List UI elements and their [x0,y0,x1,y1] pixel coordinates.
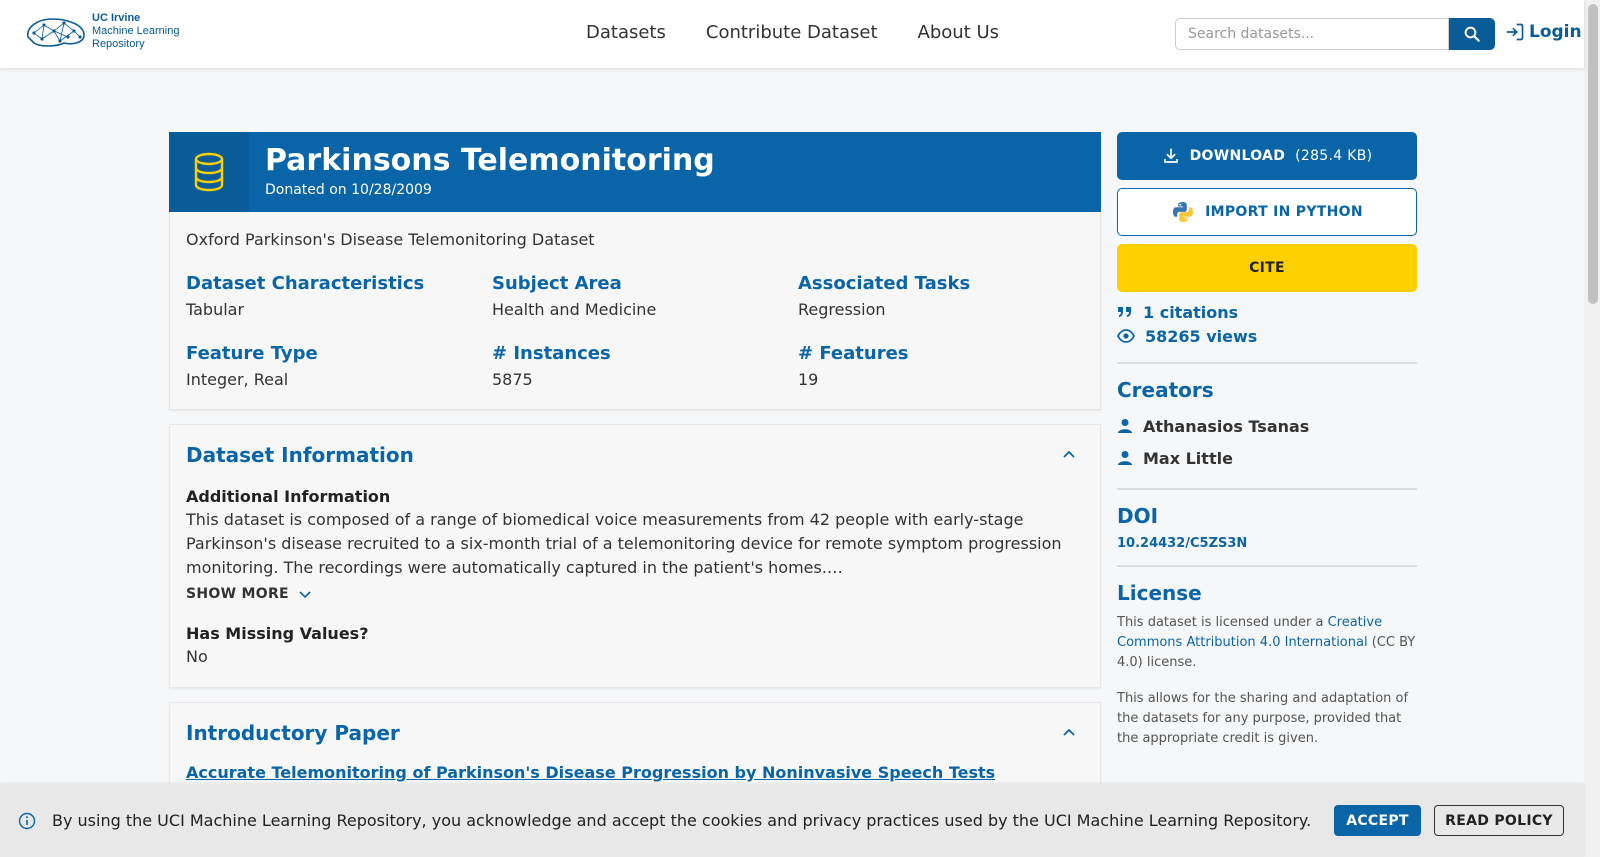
license-link[interactable]: Creative Commons Attribution 4.0 International [1117,615,1383,650]
cookie-banner [0,784,1584,857]
chevron-up-icon[interactable] [1062,449,1076,459]
uci-logo[interactable] [24,12,179,51]
citations-count: 1 citations [1143,302,1239,322]
dataset-overview [169,212,1101,410]
brain-network-icon [24,13,88,51]
logo-text [92,12,179,51]
main-content [169,132,1101,801]
license-post: (CC BY 4.0) license. [1117,635,1416,670]
login-label: Login [1529,22,1582,42]
logo-line-2: Machine Learning [92,25,180,37]
license-pre: This dataset is licensed under a [1117,615,1328,630]
search-button[interactable] [1449,18,1495,50]
show-more-label: SHOW MORE [186,586,289,602]
missing-values-heading: Has Missing Values? [186,624,369,643]
login-icon [1505,22,1525,42]
license-heading: License [1117,581,1202,605]
top-navbar [0,0,1584,68]
dataset-title-bar [169,132,1101,212]
info-icon [18,812,36,830]
nav-contribute-dataset[interactable]: Contribute Dataset [705,22,878,43]
divider [1117,362,1417,364]
divider [1117,565,1417,567]
dataset-title: Parkinsons Telemonitoring [265,143,715,178]
char-label: # Features [798,343,909,364]
char-value: Health and Medicine [492,300,657,319]
logo-line-3: Repository [92,38,145,50]
char-feature-type [186,343,492,389]
introductory-paper-heading[interactable]: Introductory Paper [186,721,400,745]
license-text [1117,613,1417,673]
paper-link[interactable]: Accurate Telemonitoring of Parkinson's Disease Progression by Noninvasive Speech Tests [186,763,996,782]
download-size: (285.4 KB) [1295,148,1373,164]
characteristics-grid [186,273,1084,389]
dataset-information-card [169,424,1101,688]
views-stat [1117,324,1417,348]
logo-line-1: UC Irvine [92,12,141,24]
char-features [798,343,1088,389]
search-bar [1175,18,1495,50]
creators-heading: Creators [1117,378,1214,402]
user-icon [1117,450,1133,466]
show-more-button[interactable] [186,586,1084,602]
side-panel [1117,132,1417,749]
additional-information-heading: Additional Information [186,487,391,506]
char-label: # Instances [492,343,611,364]
quote-icon [1117,305,1133,319]
doi-link[interactable]: 10.24432/C5ZS3N [1117,536,1248,551]
missing-values-value: No [186,647,208,666]
read-policy-button[interactable]: READ POLICY [1434,805,1564,836]
divider [1117,488,1417,490]
cite-button[interactable] [1117,244,1417,292]
scrollbar-thumb[interactable] [1588,4,1598,304]
download-label: DOWNLOAD [1189,148,1286,164]
creator-item[interactable] [1117,410,1417,442]
license-text-2: This allows for the sharing and adaptation of the datasets for any purpose, provided that the appropriate credit is given. [1117,691,1409,746]
creator-item[interactable] [1117,442,1417,474]
char-associated-tasks [798,273,1088,319]
database-icon [192,152,226,192]
char-label: Dataset Characteristics [186,273,425,294]
creator-name: Athanasios Tsanas [1143,416,1310,436]
python-icon [1171,200,1195,224]
additional-information-text: This dataset is composed of a range of biomedical voice measurements from 42 people with early-stage Parkinson's disease recruited to a six-month trial of a telemonitoring device for remote symptom progression monitoring. The recordings were automatically captured in the patient's homes.… [186,510,1062,577]
search-icon [1463,25,1481,43]
nav-datasets[interactable]: Datasets [586,22,666,43]
title-text [249,132,715,212]
user-icon [1117,418,1133,434]
cite-label: CITE [1249,260,1285,276]
creator-name: Max Little [1143,448,1233,468]
char-label: Associated Tasks [798,273,971,294]
dataset-subtitle: Oxford Parkinson's Disease Telemonitoring Dataset [186,230,595,249]
char-value: 5875 [492,370,533,389]
nav-about-us[interactable]: About Us [917,22,999,43]
views-count: 58265 views [1145,326,1258,346]
import-label: IMPORT IN PYTHON [1205,204,1363,220]
eye-icon [1117,329,1135,343]
page-scrollbar[interactable] [1584,0,1600,857]
char-value: Tabular [186,300,245,319]
title-icon-box [169,132,249,212]
char-subject-area [492,273,798,319]
import-in-python-button[interactable] [1117,188,1417,236]
doi-heading: DOI [1117,504,1159,528]
login-link[interactable] [1505,22,1582,42]
char-label: Subject Area [492,273,622,294]
char-label: Feature Type [186,343,318,364]
accept-button[interactable]: ACCEPT [1334,805,1421,836]
donated-date: Donated on 10/28/2009 [265,182,432,198]
cookie-text: By using the UCI Machine Learning Repository, you acknowledge and accept the cookies and privacy practices used by the UCI Machine Learning Repository. [52,811,1312,830]
char-dataset-characteristics [186,273,492,319]
char-value: Regression [798,300,886,319]
char-instances [492,343,798,389]
search-input[interactable] [1175,18,1449,50]
dataset-information-heading[interactable]: Dataset Information [186,443,414,467]
download-icon [1162,147,1180,165]
chevron-up-icon[interactable] [1062,727,1076,737]
chevron-down-icon [299,590,311,598]
char-value: Integer, Real [186,370,289,389]
main-nav [586,22,999,43]
citations-link[interactable] [1117,300,1417,324]
download-button[interactable] [1117,132,1417,180]
char-value: 19 [798,370,819,389]
